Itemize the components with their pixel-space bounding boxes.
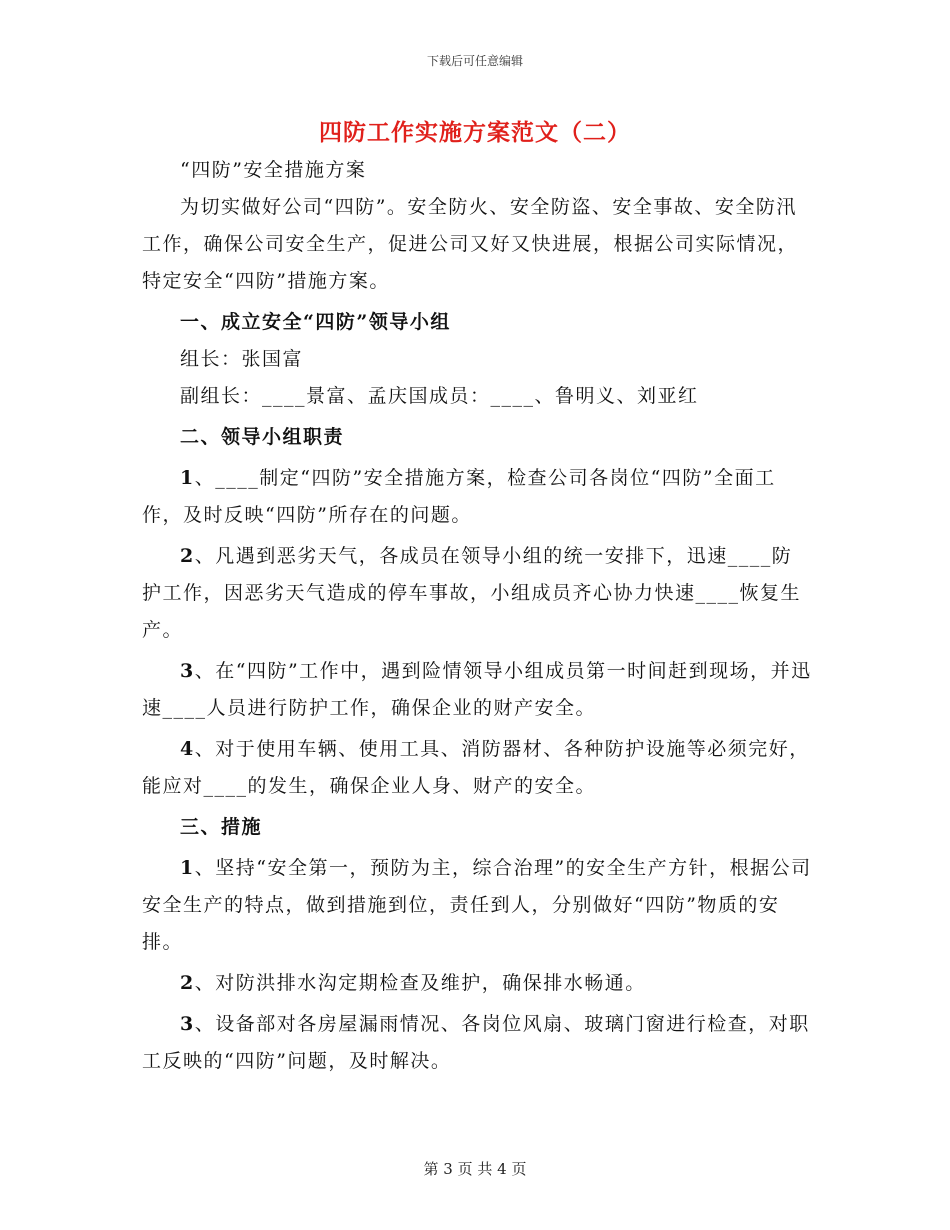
measure-item: 2、对防洪排水沟定期检查及维护，确保排水畅通。 — [180, 972, 646, 994]
page-header-note: 下载后可任意编辑 — [426, 54, 523, 68]
document-title: 四防工作实施方案范文（二） — [319, 119, 631, 146]
page-number: 第 3 页 共 4 页 — [423, 1160, 527, 1178]
subtitle: “四防”安全措施方案 — [180, 159, 367, 181]
duty-item: 4、对于使用车辆、使用工具、消防器材、各种防护设施等必须完好，能应对____的发生，确保企业人身、财产的安全。 — [142, 738, 810, 797]
duty-item: 2、凡遇到恶劣天气，各成员在领导小组的统一安排下，迅速____防护工作，因恶劣天气造成的停车事故，小组成员齐心协力快速____恢复生产。 — [142, 545, 802, 641]
document-body — [142, 152, 812, 1080]
section-1-heading: 一、成立安全“四防”领导小组 — [180, 311, 451, 333]
duty-item: 3、在“四防”工作中，遇到险情领导小组成员第一时间赶到现场，并迅速____人员进行防护工作，确保企业的财产安全。 — [142, 660, 812, 719]
section-3-heading: 三、措施 — [180, 816, 263, 838]
duty-item: 1、____制定“四防”安全措施方案，检查公司各岗位“四防”全面工作，及时反映“四防”所存在的问题。 — [142, 467, 776, 526]
measure-item: 3、设备部对各房屋漏雨情况、各岗位风扇、玻璃门窗进行检查，对职工反映的“四防”问题，及时解决。 — [142, 1013, 810, 1072]
deputy-line: 副组长：____景富、孟庆国成员：____、鲁明义、刘亚红 — [180, 385, 699, 407]
section-2-heading: 二、领导小组职责 — [180, 426, 345, 448]
leader-line: 组长：张国富 — [180, 348, 304, 370]
intro-paragraph: 为切实做好公司“四防”。安全防火、安全防盗、安全事故、安全防汛工作，确保公司安全生产，促进公司又好又快进展，根据公司实际情况，特定安全“四防”措施方案。 — [142, 196, 799, 292]
measure-item: 1、坚持“安全第一，预防为主，综合治理”的安全生产方针，根据公司安全生产的特点，做到措施到位，责任到人，分别做好“四防”物质的安排。 — [142, 857, 812, 953]
